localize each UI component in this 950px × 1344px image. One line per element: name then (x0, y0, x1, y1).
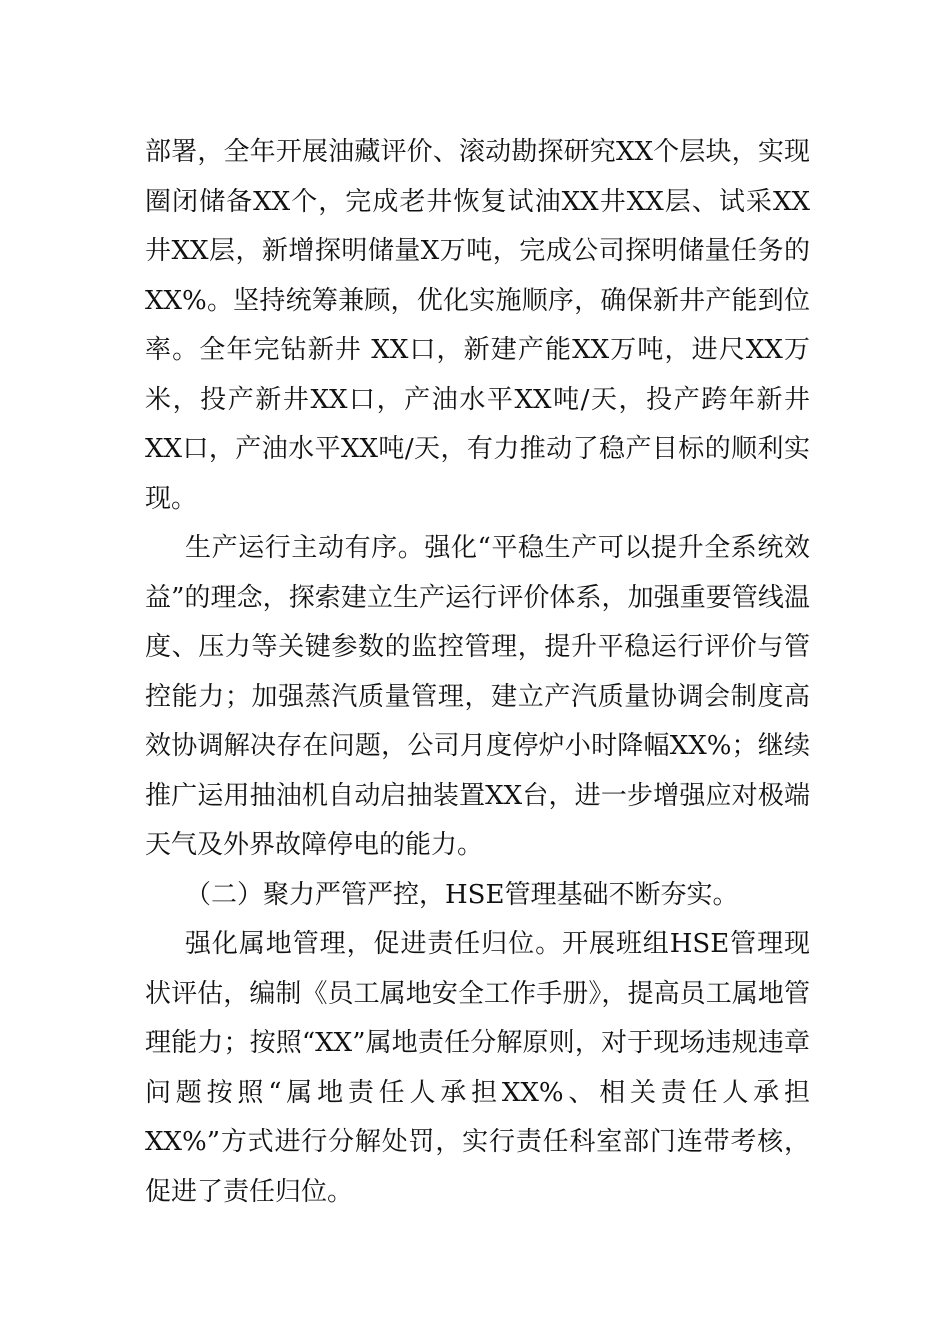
paragraph-production-operation: 生产运行主动有序。强化“平稳生产可以提升全系统效益”的理念，探索建立生产运行评价体系，加强重要管线温度、压力等关键参数的监控管理，提升平稳运行评价与管控能力；加强蒸汽质量管理，建立产汽质量协调会制度高效协调解决存在问题，公司月度停炉小时降幅XX%；继续推广运用抽油机自动启抽装置XX台，进一步增强应对极端天气及外界故障停电的能力。 (145, 533, 810, 860)
section-heading-hse: （二）聚力严管严控，HSE管理基础不断夯实。 (185, 879, 739, 910)
paragraph-territorial-management: 强化属地管理，促进责任归位。开展班组HSE管理现状评估，编制《员工属地安全工作手册》，提高员工属地管理能力；按照“XX”属地责任分解原则，对于现场违规违章问题按照“属地责任人承担XX%、相关责任人承担XX%”方式进行分解处罚，实行责任科室部门连带考核，促进了责任归位。 (145, 929, 810, 1207)
paragraph-production-deployment: 部署，全年开展油藏评价、滚动勘探研究XX个层块，实现圈闭储备XX个，完成老井恢复试油XX井XX层、试采XX井XX层，新增探明储量X万吨，完成公司探明储量任务的XX%。坚持统筹兼顾，优化实施顺序，确保新井产能到位率。全年完钻新井 XX口，新建产能XX万吨，进尺XX万米，投产新井XX口，产油水平XX吨/天，投产跨年新井XX口，产油水平XX吨/天，有力推动了稳产目标的顺利实现。 (145, 137, 810, 514)
document-body (145, 128, 810, 1217)
